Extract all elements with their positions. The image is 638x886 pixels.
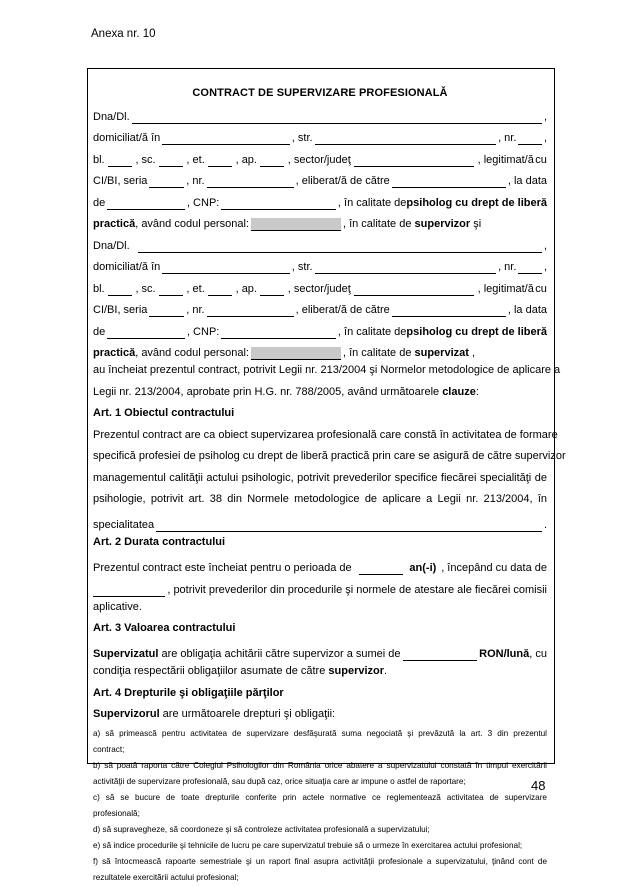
art4-item-c-line-2: profesională; [93, 808, 140, 818]
specialty-field[interactable] [156, 520, 542, 532]
art4-item-e: e) să indice procedurile şi tehnicile de lucru pe care supervizatul trebuie să o urmeze în exercitarea actului profesional; [93, 840, 523, 850]
party2-stair-field[interactable] [159, 284, 183, 296]
contract-content [93, 85, 566, 886]
party2-address-row: domiciliat/ă în , str. , nr. , [93, 261, 548, 273]
art3-line-1: Supervizatul are obligaţia achitării către supervizor a sumei de RON/lună, cu [93, 648, 547, 660]
party2-id-number-field[interactable] [207, 305, 294, 317]
party1-id-row: CI/BI, seria , nr. , eliberat/ă de către , la data [93, 175, 547, 187]
art1-line-4: psihologie, potrivit art. 38 din Normele metodologice de aplicare a Legii nr. 213/2004, în [93, 493, 547, 505]
duration-field[interactable] [359, 563, 403, 575]
party2-name-field[interactable] [138, 241, 542, 253]
page-number: 48 [531, 778, 546, 793]
art4-item-f-line-2: rezultatele exercitării actului profesional; [93, 872, 239, 882]
party2-county-field[interactable] [354, 284, 474, 296]
party1-floor-field[interactable] [208, 155, 232, 167]
art4-item-b-line-2: activităţii de supervizare profesională, sau după caz, orice situaţia care ar impune o astfel de raportare; [93, 776, 466, 786]
party2-apartment-field[interactable] [260, 284, 284, 296]
party1-id-series-field[interactable] [149, 176, 184, 188]
party1-code-row: practică , având codul personal: , în calitate de supervizor şi [93, 218, 482, 230]
party1-number-field[interactable] [518, 133, 542, 145]
party2-cnp-field[interactable] [221, 327, 336, 339]
art4-item-c-line-1: c) să se bucure de toate drepturile conferite prin actele normative ce reglementează activitatea de supervizare [93, 792, 547, 802]
party1-issue-date-field[interactable] [107, 198, 185, 210]
party2-number-field[interactable] [518, 262, 542, 274]
party1-apartment-field[interactable] [260, 155, 284, 167]
amount-field[interactable] [403, 649, 477, 661]
party1-block-row: bl. , sc. , et. , ap. , sector/judeţ , legitimat/ă cu [93, 153, 547, 166]
art4-heading: Art. 4 Drepturile şi obligaţiile părţilor [93, 686, 284, 699]
party1-address-row: domiciliat/ă în , str. , nr. , [93, 132, 548, 144]
art1-heading: Art. 1 Obiectul contractului [93, 407, 235, 419]
party2-id-row: CI/BI, seria , nr. , eliberat/ă de către , la data [93, 304, 547, 316]
art2-line-3: aplicative. [93, 600, 142, 613]
party1-name-field[interactable] [132, 112, 542, 124]
party1-personal-code-field[interactable] [251, 218, 341, 231]
art1-line-1: Prezentul contract are ca obiect supervizarea profesională care constă în activitatea de formare [93, 428, 558, 441]
party1-stair-field[interactable] [159, 155, 183, 167]
art2-heading: Art. 2 Durata contractului [93, 536, 226, 548]
art4-item-d: d) să supravegheze, să coordoneze şi să controleze activitatea profesională a supervizatului; [93, 824, 430, 834]
start-date-field[interactable] [93, 585, 165, 597]
intro-line-2: Legii nr. 213/2004, aprobate prin H.G. nr. 788/2005, având următoarele clauze: [93, 385, 479, 398]
party2-block-row: bl. , sc. , et. , ap. , sector/judeţ , legitimat/ă cu [93, 282, 547, 295]
party1-id-number-field[interactable] [207, 176, 294, 188]
art2-line-2: , potrivit prevederilor din procedurile şi normele de atestare ale fiecărei comisii [93, 575, 547, 597]
party1-county-field[interactable] [354, 155, 474, 167]
party2-cnp-row: de , CNP: , în calitate de psiholog cu drept de liberă [93, 325, 547, 338]
party2-issuer-field[interactable] [392, 305, 506, 317]
party2-street-field[interactable] [315, 262, 496, 274]
party2-issue-date-field[interactable] [107, 327, 185, 339]
art4-item-f-line-1: f) să întocmească rapoarte semestriale şi un raport final asupra activităţii profesionale a supervizatului, ţinând cont de [93, 856, 547, 866]
contract-title: CONTRACT DE SUPERVIZARE PROFESIONALĂ [192, 87, 448, 99]
art4-item-a-line-1: a) să primească pentru activitatea de supervizare desfăşurată suma negociată şi prevăzută la art. 3 din prezentul [93, 728, 547, 738]
party1-cnp-field[interactable] [221, 198, 336, 210]
party1-street-field[interactable] [315, 133, 496, 145]
party2-personal-code-field[interactable] [251, 347, 341, 360]
party1-block-field[interactable] [108, 155, 132, 167]
art1-line-3: managementul calităţii actului psihologic, potrivit prevederilor specifice fiecărei specialităţi de [93, 471, 547, 484]
party2-block-field[interactable] [108, 284, 132, 296]
annex-number: Anexa nr. 10 [91, 28, 156, 40]
art3-heading: Art. 3 Valoarea contractului [93, 622, 236, 634]
art4-item-b-line-1: b) să poată raporta către Colegiul Psihologilor din România orice abatere a supervizatului constată în timpul exercitării [93, 760, 547, 770]
art4-item-a-line-2: contract; [93, 744, 125, 754]
party1-cnp-row: de , CNP: , în calitate de psiholog cu drept de liberă [93, 196, 547, 209]
party2-code-row: practică , având codul personal: , în calitate de supervizat , [93, 347, 476, 359]
party1-issuer-field[interactable] [392, 176, 506, 188]
art4-intro: Supervizorul are următoarele drepturi şi obligaţii: [93, 708, 336, 720]
party2-id-series-field[interactable] [149, 305, 184, 317]
art1-line-2: specifică profesiei de psiholog cu drept de liberă practică prin care se asigură de către supervizor [93, 450, 566, 462]
party2-floor-field[interactable] [208, 284, 232, 296]
intro-line-1: au încheiat prezentul contract, potrivit Legii nr. 213/2004 şi Normelor metodologice de aplicare a [93, 364, 561, 376]
art1-specialty-row: specialitatea . [93, 519, 547, 531]
art2-line-1: Prezentul contract este încheiat pentru o perioada de an(-i) , începând cu data de [93, 562, 547, 574]
party1-name-row: Dna/Dl. , [93, 110, 547, 123]
party1-city-field[interactable] [162, 133, 290, 145]
art3-line-2: condiţia respectării obligaţiilor asumate de către supervizor. [93, 665, 388, 677]
party2-city-field[interactable] [162, 262, 290, 274]
party2-name-row: Dna/Dl. , [93, 239, 547, 252]
